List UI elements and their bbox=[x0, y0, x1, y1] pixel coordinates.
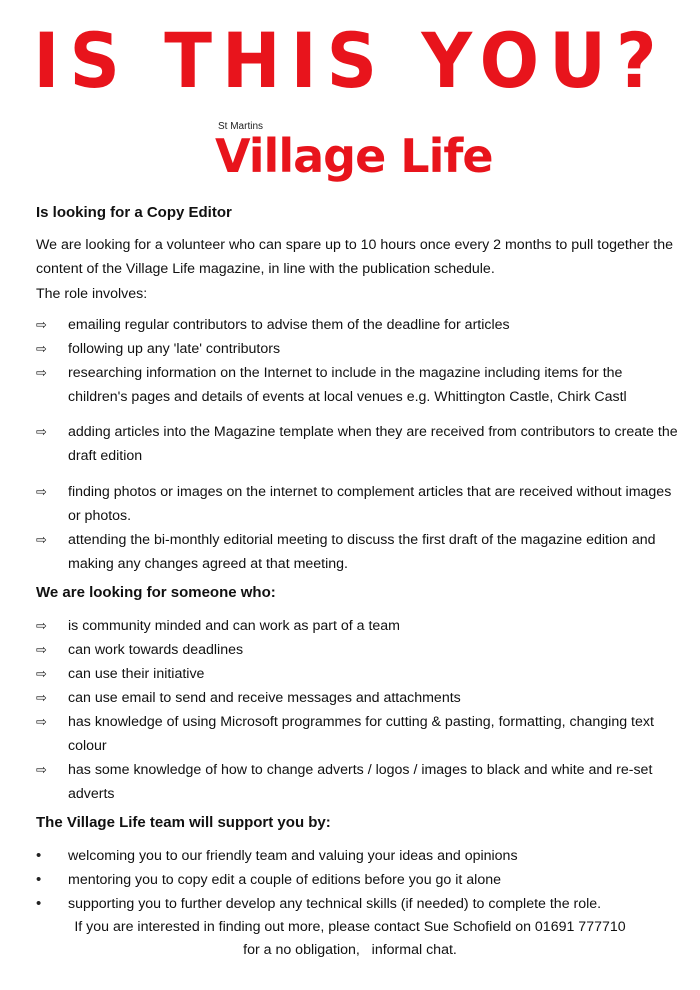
list-item bbox=[36, 361, 678, 409]
list-item bbox=[36, 892, 678, 916]
list-item bbox=[36, 868, 678, 892]
arrow-icon: ⇨ bbox=[36, 714, 47, 729]
someone-heading: We are looking for someone who: bbox=[36, 584, 276, 601]
arrow-icon: ⇨ bbox=[36, 532, 47, 547]
arrow-icon: ⇨ bbox=[36, 317, 47, 332]
list-item-text: emailing regular contributors to advise them of the deadline for articles bbox=[68, 317, 510, 333]
list-item-text: can work towards deadlines bbox=[68, 642, 244, 658]
list-item-text: welcoming you to our friendly team and valuing your ideas and opinions bbox=[68, 848, 518, 864]
list-item-text: following up any 'late' contributors bbox=[68, 341, 281, 357]
support-heading: The Village Life team will support you by: bbox=[36, 814, 331, 831]
list-item bbox=[36, 614, 678, 638]
intro-heading: Is looking for a Copy Editor bbox=[36, 204, 232, 221]
list-item bbox=[36, 313, 678, 337]
list-item-text: adding articles into the Magazine template when they are received from contributors to create the draft edition bbox=[68, 424, 678, 464]
list-item bbox=[36, 480, 678, 528]
arrow-icon: ⇨ bbox=[36, 365, 47, 380]
list-item-text: is community minded and can work as part of a team bbox=[68, 618, 400, 634]
logo-village-life: Village Life bbox=[215, 129, 493, 183]
role-line: The role involves: bbox=[36, 286, 148, 302]
list-item bbox=[36, 638, 678, 662]
logo-small-text: St Martins bbox=[218, 121, 264, 132]
list-item-text: attending the bi-monthly editorial meeting to discuss the first draft of the magazine edition and making any changes agreed at that meeting. bbox=[68, 532, 656, 572]
list-item-text: supporting you to further develop any technical skills (if needed) to complete the role. bbox=[68, 896, 602, 912]
list-item bbox=[36, 710, 678, 758]
list-item bbox=[36, 758, 678, 806]
bullet-icon: • bbox=[36, 871, 42, 888]
list-item-text: mentoring you to copy edit a couple of editions before you go it alone bbox=[68, 872, 502, 888]
list-item-text: has some knowledge of how to change adverts / logos / images to black and white and re-set adverts bbox=[68, 762, 653, 802]
headline: IS THIS YOU? bbox=[33, 16, 667, 106]
arrow-icon: ⇨ bbox=[36, 341, 47, 356]
list-item bbox=[36, 337, 678, 361]
arrow-icon: ⇨ bbox=[36, 762, 47, 777]
list-item bbox=[36, 420, 678, 468]
list-item-text: has knowledge of using Microsoft programmes for cutting & pasting, formatting, changing text colour bbox=[68, 714, 654, 754]
list-item-text: finding photos or images on the internet to complement articles that are received without images or photos. bbox=[68, 484, 672, 524]
arrow-icon: ⇨ bbox=[36, 642, 47, 657]
bullet-icon: • bbox=[36, 847, 42, 864]
list-item bbox=[36, 844, 678, 868]
list-item bbox=[36, 686, 678, 710]
list-item-text: researching information on the Internet to include in the magazine including items for the children's pages and details of events at local venues e.g. Whittington Castle, Chirk Castl bbox=[68, 365, 627, 405]
arrow-icon: ⇨ bbox=[36, 484, 47, 499]
arrow-icon: ⇨ bbox=[36, 424, 47, 439]
bullet-icon: • bbox=[36, 895, 42, 912]
arrow-icon: ⇨ bbox=[36, 618, 47, 633]
arrow-icon: ⇨ bbox=[36, 690, 47, 705]
list-item bbox=[36, 662, 678, 686]
contact-line: If you are interested in finding out more, please contact Sue Schofield on 01691 777710 bbox=[74, 919, 626, 935]
intro-paragraph: We are looking for a volunteer who can spare up to 10 hours once every 2 months to pull together the content of the Village Life magazine, in line with the publication schedule. bbox=[36, 237, 673, 277]
arrow-icon: ⇨ bbox=[36, 666, 47, 681]
list-item-text: can use email to send and receive messages and attachments bbox=[68, 690, 461, 706]
list-item bbox=[36, 528, 678, 576]
contact-line-2: for a no obligation, informal chat. bbox=[243, 942, 457, 958]
list-item-text: can use their initiative bbox=[68, 666, 205, 682]
